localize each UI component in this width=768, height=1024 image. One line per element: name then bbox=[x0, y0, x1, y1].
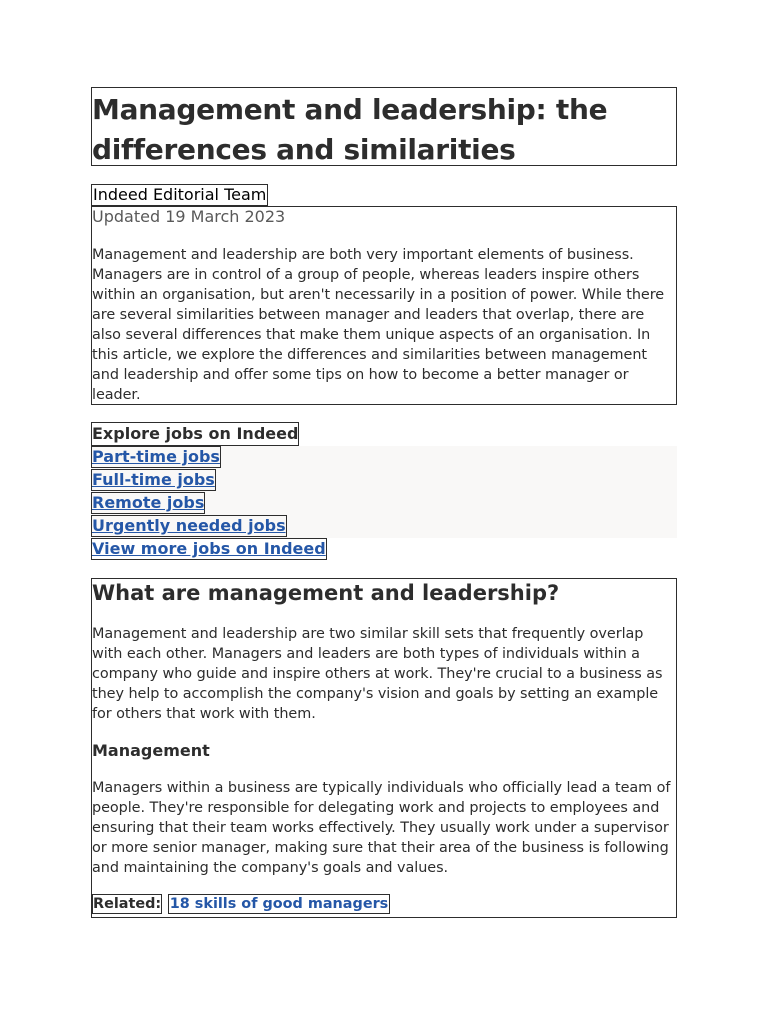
intro-paragraph: Management and leadership are both very important elements of business. Managers are in control of a group of people, whereas leaders inspire others within an organisation, but aren't necessarily in a position of power. While there are several similarities between manager and leaders that overlap, there are also several differences that make them unique aspects of an organisation. In this article, we explore the differences and similarities between management and leadership and offer some tips on how to become a better manager or leader. bbox=[92, 247, 665, 403]
full-time-jobs-link[interactable]: Full-time jobs bbox=[92, 470, 215, 489]
author-name: Indeed Editorial Team bbox=[93, 185, 267, 204]
management-paragraph: Managers within a business are typically individuals who officially lead a team of people. They're responsible for delegating work and projects to employees and ensuring that their team works effectively. They usually work under a supervisor or more senior manager, making sure that their area of the business is following and maintaining the company's goals and values. bbox=[92, 780, 671, 876]
related-line bbox=[92, 894, 676, 914]
section-paragraph: Management and leadership are two similar skill sets that frequently overlap with each other. Managers and leaders are both types of individuals within a company who guide and inspire others at work. They're crucial to a business as they help to accomplish the company's vision and goals by setting an example for others that work with them. bbox=[92, 626, 663, 722]
list-item bbox=[91, 492, 677, 515]
related-label: Related: bbox=[93, 896, 162, 912]
remote-jobs-link[interactable]: Remote jobs bbox=[92, 493, 205, 512]
title-block bbox=[91, 87, 677, 166]
section-heading: What are management and leadership? bbox=[92, 581, 560, 605]
article bbox=[91, 87, 677, 918]
list-item bbox=[91, 446, 677, 469]
intro-block bbox=[91, 206, 677, 405]
explore-jobs bbox=[91, 422, 677, 560]
page-title: Management and leadership: the differences and similarities bbox=[92, 93, 608, 166]
list-item bbox=[91, 469, 677, 492]
job-links-list bbox=[91, 446, 677, 538]
explore-jobs-heading: Explore jobs on Indeed bbox=[91, 422, 299, 446]
updated-date: Updated 19 March 2023 bbox=[92, 207, 286, 226]
view-more-jobs-link[interactable]: View more jobs on Indeed bbox=[92, 539, 326, 558]
management-heading: Management bbox=[92, 741, 210, 760]
related-article-link[interactable]: 18 skills of good managers bbox=[169, 896, 389, 912]
part-time-jobs-link[interactable]: Part-time jobs bbox=[92, 447, 220, 466]
section-what-are bbox=[91, 578, 677, 918]
urgently-needed-jobs-link[interactable]: Urgently needed jobs bbox=[92, 516, 286, 535]
list-item bbox=[91, 515, 677, 538]
